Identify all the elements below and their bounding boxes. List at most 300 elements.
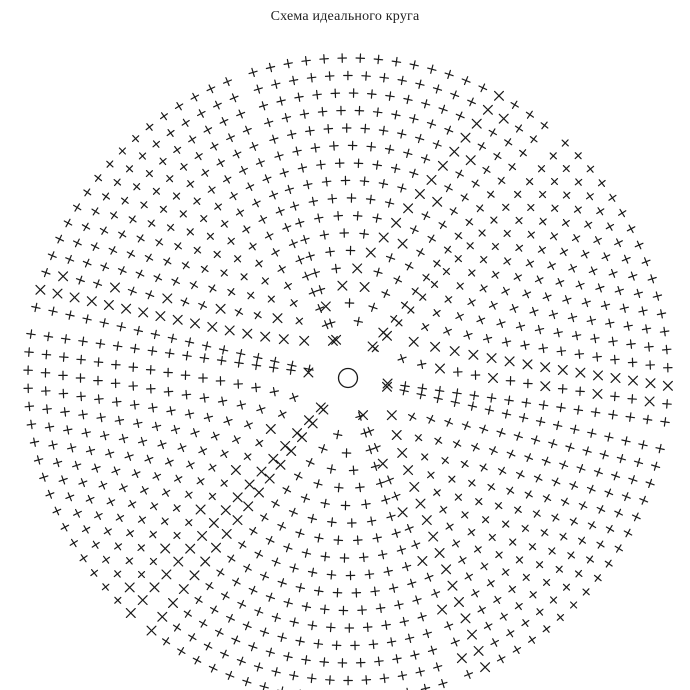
single-crochet-symbol <box>423 630 431 638</box>
single-crochet-symbol <box>199 447 207 455</box>
single-crochet-symbol <box>296 256 304 264</box>
single-crochet-symbol <box>579 537 586 544</box>
single-crochet-symbol <box>334 212 342 220</box>
single-crochet-symbol <box>138 545 144 551</box>
increase-stitch-symbol <box>442 565 451 574</box>
single-crochet-symbol <box>557 614 563 620</box>
increase-stitch-symbol <box>281 442 290 451</box>
single-crochet-symbol <box>468 98 476 106</box>
increase-stitch-symbol <box>70 293 79 302</box>
single-crochet-symbol <box>214 251 220 257</box>
single-crochet-symbol <box>605 433 613 441</box>
single-crochet-symbol <box>77 355 85 363</box>
single-crochet-symbol <box>195 596 202 603</box>
single-crochet-symbol <box>543 293 551 301</box>
single-crochet-symbol <box>373 161 381 169</box>
single-crochet-symbol <box>249 586 257 594</box>
single-crochet-symbol <box>307 74 315 82</box>
single-crochet-symbol <box>344 71 352 79</box>
single-crochet-symbol <box>335 483 343 491</box>
single-crochet-symbol <box>509 164 516 171</box>
single-crochet-symbol <box>94 376 102 384</box>
single-crochet-symbol <box>282 114 290 122</box>
single-crochet-symbol <box>322 321 330 329</box>
single-crochet-symbol <box>440 506 447 513</box>
single-crochet-symbol <box>175 475 182 482</box>
single-crochet-symbol <box>602 253 610 261</box>
single-crochet-symbol <box>374 108 382 116</box>
single-crochet-symbol <box>661 418 669 426</box>
single-crochet-symbol <box>35 456 43 464</box>
single-crochet-symbol <box>27 330 35 338</box>
single-crochet-symbol <box>284 599 292 607</box>
single-crochet-symbol <box>433 141 441 149</box>
diagram-title: Схема идеального круга <box>270 9 420 24</box>
single-crochet-symbol <box>515 603 522 610</box>
single-crochet-symbol <box>233 578 240 585</box>
single-crochet-symbol <box>77 392 85 400</box>
single-crochet-symbol <box>103 193 110 200</box>
single-crochet-symbol <box>480 256 486 262</box>
single-crochet-symbol <box>270 388 278 396</box>
single-crochet-symbol <box>434 663 442 671</box>
single-crochet-symbol <box>356 54 364 62</box>
single-crochet-symbol <box>249 243 256 250</box>
single-crochet-symbol <box>215 203 222 210</box>
single-crochet-symbol <box>145 455 153 463</box>
single-crochet-symbol <box>364 623 372 631</box>
single-crochet-symbol <box>349 89 357 97</box>
single-crochet-symbol <box>587 316 595 324</box>
increase-stitch-symbol <box>450 147 459 156</box>
single-crochet-symbol <box>145 254 152 261</box>
single-crochet-symbol <box>469 480 475 486</box>
single-crochet-symbol <box>211 432 219 440</box>
single-crochet-symbol <box>525 491 532 498</box>
single-crochet-symbol <box>194 198 200 204</box>
single-crochet-symbol <box>624 322 632 330</box>
single-crochet-symbol <box>66 256 74 264</box>
single-crochet-symbol <box>476 499 482 505</box>
single-crochet-symbol <box>388 638 396 646</box>
single-crochet-symbol <box>563 166 569 172</box>
single-crochet-symbol <box>352 589 360 597</box>
single-crochet-symbol <box>198 110 205 117</box>
single-crochet-symbol <box>571 425 579 433</box>
increase-stitch-symbol <box>431 342 440 351</box>
single-crochet-symbol <box>330 142 338 150</box>
single-crochet-symbol <box>107 161 113 167</box>
single-crochet-symbol <box>168 334 176 342</box>
single-crochet-symbol <box>182 391 190 399</box>
single-crochet-symbol <box>97 413 105 421</box>
single-crochet-symbol <box>591 408 599 416</box>
single-crochet-symbol <box>77 276 85 284</box>
single-crochet-symbol <box>421 684 429 690</box>
single-crochet-symbol <box>505 139 512 146</box>
single-crochet-symbol <box>539 344 547 352</box>
single-crochet-symbol <box>551 233 558 240</box>
single-crochet-symbol <box>372 444 380 452</box>
single-crochet-symbol <box>354 212 362 220</box>
single-crochet-symbol <box>392 529 400 537</box>
single-crochet-symbol <box>365 570 373 578</box>
single-crochet-symbol <box>346 246 354 254</box>
single-crochet-symbol <box>471 371 479 379</box>
single-crochet-symbol <box>398 130 406 138</box>
single-crochet-symbol <box>311 269 319 277</box>
single-crochet-symbol <box>569 264 577 272</box>
single-crochet-symbol <box>201 266 208 273</box>
single-crochet-symbol <box>233 150 241 158</box>
single-crochet-symbol <box>172 278 179 285</box>
single-crochet-symbol <box>174 532 180 538</box>
increase-stitch-symbol <box>287 447 296 456</box>
single-crochet-symbol <box>341 501 349 509</box>
increase-stitch-symbol <box>448 581 457 590</box>
single-crochet-symbol <box>266 593 274 601</box>
single-crochet-symbol <box>115 543 122 550</box>
increase-stitch-symbol <box>338 281 347 290</box>
single-crochet-symbol <box>324 125 332 133</box>
single-crochet-symbol <box>328 195 336 203</box>
single-crochet-symbol <box>591 334 599 342</box>
single-crochet-symbol <box>362 72 370 80</box>
single-crochet-symbol <box>410 115 418 123</box>
single-crochet-symbol <box>380 74 388 82</box>
single-crochet-symbol <box>284 60 292 68</box>
single-crochet-symbol <box>331 89 339 97</box>
single-crochet-symbol <box>560 461 568 469</box>
single-crochet-symbol <box>114 179 120 185</box>
single-crochet-symbol <box>646 479 654 487</box>
single-crochet-symbol <box>54 459 62 467</box>
single-crochet-symbol <box>295 93 303 101</box>
single-crochet-symbol <box>485 622 492 629</box>
increase-stitch-symbol <box>138 596 147 605</box>
single-crochet-symbol <box>160 206 166 212</box>
single-crochet-symbol <box>326 676 334 684</box>
single-crochet-symbol <box>521 341 529 349</box>
single-crochet-symbol <box>255 551 262 558</box>
single-crochet-symbol <box>496 552 502 558</box>
single-crochet-symbol <box>134 419 142 427</box>
single-crochet-symbol <box>79 479 87 487</box>
single-crochet-symbol <box>127 166 133 172</box>
single-crochet-symbol <box>255 608 263 616</box>
single-crochet-symbol <box>445 419 453 427</box>
single-crochet-symbol <box>559 385 567 393</box>
single-crochet-symbol <box>468 299 475 306</box>
increase-stitch-symbol <box>383 331 392 340</box>
single-crochet-symbol <box>629 476 637 484</box>
increase-stitch-symbol <box>458 654 467 663</box>
single-crochet-symbol <box>583 589 589 595</box>
single-crochet-symbol <box>369 640 377 648</box>
single-crochet-symbol <box>663 345 671 353</box>
single-crochet-symbol <box>351 641 359 649</box>
single-crochet-symbol <box>219 397 227 405</box>
single-crochet-symbol <box>207 233 213 239</box>
single-crochet-symbol <box>209 285 216 292</box>
single-crochet-symbol <box>398 76 406 84</box>
single-crochet-symbol <box>304 181 312 189</box>
single-crochet-symbol <box>374 55 382 63</box>
increase-stitch-symbol <box>265 474 274 483</box>
single-crochet-symbol <box>480 285 487 292</box>
single-crochet-symbol <box>40 473 48 481</box>
single-crochet-symbol <box>354 159 362 167</box>
single-crochet-symbol <box>95 175 102 182</box>
single-crochet-symbol <box>428 235 435 242</box>
single-crochet-symbol <box>141 202 147 208</box>
single-crochet-symbol <box>224 78 232 86</box>
single-crochet-symbol <box>467 243 473 249</box>
single-crochet-symbol <box>128 287 136 295</box>
single-crochet-symbol <box>479 84 487 92</box>
single-crochet-symbol <box>557 403 565 411</box>
single-crochet-symbol <box>243 226 250 233</box>
single-crochet-symbol <box>386 476 394 484</box>
single-crochet-symbol <box>517 471 524 478</box>
single-crochet-symbol <box>576 387 584 395</box>
single-crochet-symbol <box>301 236 309 244</box>
single-crochet-symbol <box>642 325 650 333</box>
single-crochet-symbol <box>627 225 634 232</box>
single-crochet-symbol <box>296 318 302 324</box>
single-crochet-symbol <box>451 398 459 406</box>
single-crochet-symbol <box>83 259 91 267</box>
single-crochet-symbol <box>347 194 355 202</box>
single-crochet-symbol <box>611 355 619 363</box>
single-crochet-symbol <box>163 489 170 496</box>
single-crochet-symbol <box>237 209 244 216</box>
single-crochet-symbol <box>230 94 238 102</box>
single-crochet-symbol <box>261 572 269 580</box>
increase-stitch-symbol <box>36 285 45 294</box>
single-crochet-symbol <box>256 440 263 447</box>
single-crochet-symbol <box>455 233 462 240</box>
increase-stitch-symbol <box>332 335 341 344</box>
single-crochet-symbol <box>320 231 328 239</box>
increase-stitch-symbol <box>257 467 266 476</box>
single-crochet-symbol <box>602 301 610 309</box>
single-crochet-symbol <box>537 609 543 615</box>
single-crochet-symbol <box>495 503 501 509</box>
single-crochet-symbol <box>109 247 116 254</box>
single-crochet-symbol <box>314 480 322 488</box>
single-crochet-symbol <box>222 592 229 599</box>
single-crochet-symbol <box>174 505 181 512</box>
single-crochet-symbol <box>540 191 546 197</box>
single-crochet-symbol <box>428 472 434 478</box>
single-crochet-symbol <box>511 101 518 108</box>
single-crochet-symbol <box>311 144 319 152</box>
single-crochet-symbol <box>487 580 494 587</box>
single-crochet-symbol <box>615 545 622 552</box>
single-crochet-symbol <box>279 411 286 418</box>
single-crochet-symbol <box>371 462 379 470</box>
single-crochet-symbol <box>59 371 67 379</box>
single-crochet-symbol <box>272 500 279 507</box>
single-crochet-symbol <box>362 500 370 508</box>
single-crochet-symbol <box>513 646 520 653</box>
single-crochet-symbol <box>107 498 114 505</box>
single-crochet-symbol <box>326 248 334 256</box>
increase-stitch-symbol <box>629 376 638 385</box>
single-crochet-symbol <box>431 281 437 287</box>
single-crochet-symbol <box>379 551 387 559</box>
single-crochet-symbol <box>392 164 400 172</box>
single-crochet-symbol <box>620 304 628 312</box>
single-crochet-symbol <box>241 274 247 280</box>
increase-stitch-symbol <box>469 350 478 359</box>
single-crochet-symbol <box>529 636 536 643</box>
increase-stitch-symbol <box>379 233 388 242</box>
single-crochet-symbol <box>283 486 290 493</box>
increase-stitch-symbol <box>455 598 464 607</box>
single-crochet-symbol <box>260 102 268 110</box>
single-crochet-symbol <box>628 395 636 403</box>
single-crochet-symbol <box>505 396 513 404</box>
single-crochet-symbol <box>193 657 200 664</box>
single-crochet-symbol <box>459 556 466 563</box>
increase-stitch-symbol <box>150 583 159 592</box>
single-crochet-symbol <box>470 391 478 399</box>
increase-stitch-symbol <box>541 382 550 391</box>
single-crochet-symbol <box>83 526 90 533</box>
single-crochet-symbol <box>237 110 245 118</box>
single-crochet-symbol <box>510 305 518 313</box>
single-crochet-symbol <box>575 153 581 159</box>
single-crochet-symbol <box>115 416 123 424</box>
single-crochet-symbol <box>317 161 325 169</box>
single-crochet-symbol <box>369 303 377 311</box>
single-crochet-symbol <box>309 197 317 205</box>
single-crochet-symbol <box>348 519 356 527</box>
single-crochet-symbol <box>445 296 452 303</box>
single-crochet-symbol <box>49 441 57 449</box>
single-crochet-symbol <box>358 606 366 614</box>
single-crochet-symbol <box>382 290 390 298</box>
single-crochet-symbol <box>360 553 368 561</box>
single-crochet-symbol <box>506 377 514 385</box>
single-crochet-symbol <box>606 223 613 230</box>
single-crochet-symbol <box>45 423 53 431</box>
increase-stitch-symbol <box>450 347 459 356</box>
single-crochet-symbol <box>373 214 381 222</box>
single-crochet-symbol <box>541 529 548 536</box>
single-crochet-symbol <box>484 335 492 343</box>
single-crochet-symbol <box>266 63 274 71</box>
increase-stitch-symbol <box>321 302 330 311</box>
single-crochet-symbol <box>200 354 208 362</box>
single-crochet-symbol <box>648 275 656 283</box>
single-crochet-symbol <box>189 634 196 641</box>
single-crochet-symbol <box>410 169 418 177</box>
single-crochet-symbol <box>398 355 406 363</box>
single-crochet-symbol <box>573 332 581 340</box>
single-crochet-symbol <box>530 308 538 316</box>
single-crochet-symbol <box>228 289 235 296</box>
single-crochet-symbol <box>167 407 175 415</box>
single-crochet-symbol <box>86 496 94 504</box>
single-crochet-symbol <box>218 356 226 364</box>
increase-stitch-symbol <box>495 91 504 100</box>
single-crochet-symbol <box>449 476 455 482</box>
single-crochet-symbol <box>503 204 509 210</box>
single-crochet-symbol <box>579 502 586 509</box>
single-crochet-symbol <box>187 229 193 235</box>
single-crochet-symbol <box>271 357 279 365</box>
single-crochet-symbol <box>61 408 69 416</box>
single-crochet-symbol <box>166 349 174 357</box>
single-crochet-symbol <box>224 417 232 425</box>
single-crochet-symbol <box>207 85 215 93</box>
increase-stitch-symbol <box>147 626 156 635</box>
single-crochet-symbol <box>515 191 521 197</box>
single-crochet-symbol <box>537 418 545 426</box>
single-crochet-symbol <box>515 507 522 514</box>
single-crochet-symbol <box>127 530 134 537</box>
single-crochet-symbol <box>178 444 186 452</box>
single-crochet-symbol <box>593 353 601 361</box>
single-crochet-symbol <box>657 310 665 318</box>
single-crochet-symbol <box>224 176 231 183</box>
single-crochet-symbol <box>611 392 619 400</box>
single-crochet-symbol <box>411 651 419 659</box>
single-crochet-symbol <box>119 148 125 154</box>
single-crochet-symbol <box>302 656 310 664</box>
single-crochet-symbol <box>504 258 511 265</box>
single-crochet-symbol <box>510 539 516 545</box>
single-crochet-symbol <box>288 361 296 369</box>
single-crochet-symbol <box>382 621 390 629</box>
single-crochet-symbol <box>489 534 495 540</box>
single-crochet-symbol <box>526 111 533 118</box>
single-crochet-symbol <box>380 674 388 682</box>
single-crochet-symbol <box>183 352 191 360</box>
single-crochet-symbol <box>522 620 529 627</box>
increase-stitch-symbol <box>161 544 170 553</box>
single-crochet-symbol <box>115 597 121 603</box>
single-crochet-symbol <box>253 199 260 206</box>
single-crochet-symbol <box>117 323 125 331</box>
single-crochet-symbol <box>502 287 509 294</box>
single-crochet-symbol <box>530 592 536 598</box>
single-crochet-symbol <box>104 528 111 535</box>
increase-stitch-symbol <box>329 337 338 346</box>
single-crochet-symbol <box>270 135 278 143</box>
single-crochet-symbol <box>541 122 548 129</box>
single-crochet-symbol <box>634 289 642 297</box>
single-crochet-symbol <box>60 353 68 361</box>
single-crochet-symbol <box>549 311 557 319</box>
single-crochet-symbol <box>95 395 103 403</box>
single-crochet-symbol <box>575 350 583 358</box>
single-crochet-symbol <box>306 127 314 135</box>
increase-stitch-symbol <box>243 329 252 338</box>
single-crochet-symbol <box>609 337 617 345</box>
single-crochet-symbol <box>453 540 460 547</box>
increase-stitch-symbol <box>541 363 550 372</box>
single-crochet-symbol <box>498 177 505 184</box>
single-crochet-symbol <box>111 379 119 387</box>
single-crochet-symbol <box>423 274 430 281</box>
single-crochet-symbol <box>272 249 279 256</box>
single-crochet-symbol <box>216 629 223 636</box>
increase-stitch-symbol <box>125 583 134 592</box>
